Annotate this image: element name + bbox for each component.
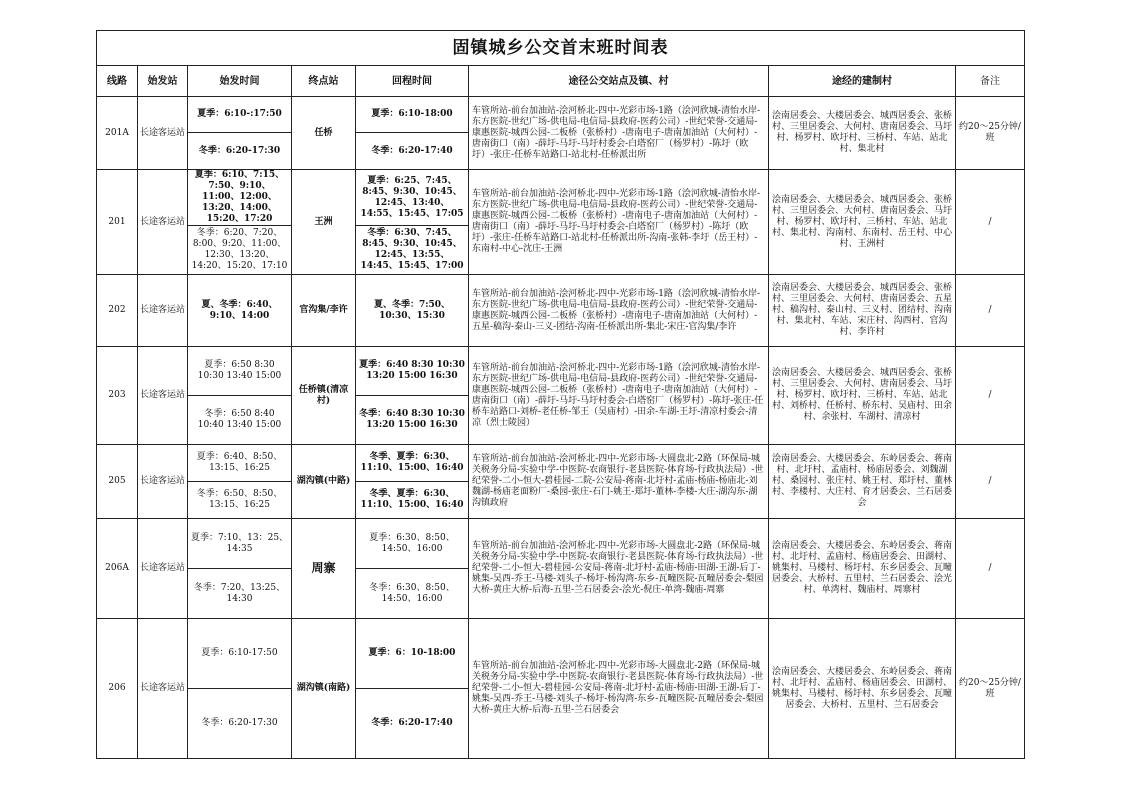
header-terminus: 终点站 — [292, 66, 356, 97]
header-villages: 途经的建制村 — [769, 66, 956, 97]
route-note: 约20～25分钟/班 — [956, 97, 1025, 170]
header-stops: 途径公交站点及镇、村 — [469, 66, 769, 97]
return-winter: 冬季：6:20-17:40 — [356, 689, 469, 759]
route-note: / — [956, 347, 1025, 445]
route-stops: 车管所站-前台加油站-浍河桥北-四中-光彩市场-大圆盘北-2路（环保局-城关税务分局-实验中学-中医院-农商银行-老县医院-体育场-行政执法局）-世纪荣誉-二小-恒大-碧桂园-公安局-蒋南-北圩村-孟庙-杨庙-田湖-王湖-后丁-姚集-吴西-乔王-马楼-刘头子-杨圩-杨沟湾-东乡-瓦疃医院-瓦疃居委会-梨园大桥-黄庄大桥-后海-五里-兰石居委会 — [469, 619, 769, 759]
terminus: 任桥镇(清凉村) — [292, 347, 356, 445]
table-row — [97, 275, 1025, 347]
table-row — [97, 347, 1025, 396]
header-return: 回程时间 — [356, 66, 469, 97]
table-row — [97, 619, 1025, 689]
depart-summer: 夏季：6:40、8:50、13:15、16:25 — [188, 445, 292, 482]
depart-winter: 冬季：6:50 8:40 10:40 13:40 15:00 — [188, 396, 292, 445]
route-stops: 车管所站-前台加油站-浍河桥北-四中-光彩市场-大圆盘北-2路（环保局-城关税务分局-实验中学-中医院-农商银行-老县医院-体育场-行政执法局）-世纪荣誉-二小-恒大-碧桂园-公安局-蒋南-北圩村-孟庙-杨庙-田湖-王湖-后丁-姚集-吴西-乔王-马楼-刘头子-杨圩-杨沟湾-东乡-瓦疃医院-瓦疃居委会-梨园大桥-黄庄大桥-后海-五里-兰石居委会-浍光-倪庄-单湾-魏庙-周寨 — [469, 519, 769, 619]
depart-summer: 夏季：6:10-:17:50 — [188, 97, 292, 133]
route-stops: 车管所站-前台加油站-浍河桥北-四中-光彩市场-1路（浍河欣城-清怡水岸-东方医院-世纪广场-供电局-电信局-县政府-医药公司）-世纪荣誉-交通局-康惠医院-城西公园-二板桥（张桥村）-唐南电子-唐南加油站（大何村）-唐南街口（南）-薛圩-马圩-马圩村委会-白塔窑厂（杨罗村）-陈圩（欧圩）-张庄-任桥车站路口-站北村-任桥派出所-沟南-张韩-李圩（岳王村）-东南村-中心-沈庄-王洲 — [469, 170, 769, 275]
header-note: 备注 — [956, 66, 1025, 97]
line-number: 202 — [97, 275, 138, 347]
header-depart: 始发时间 — [188, 66, 292, 97]
depart-winter: 冬季：6:50、8:50、13:15、16:25 — [188, 482, 292, 519]
route-note: 约20～25分钟/班 — [956, 619, 1025, 759]
terminus: 王洲 — [292, 170, 356, 275]
depart-summer: 夏季：6:50 8:30 10:30 13:40 15:00 — [188, 347, 292, 396]
terminus: 湖沟镇(南路) — [292, 619, 356, 759]
header-row — [97, 66, 1025, 97]
return-summer: 夏季：6:30、8:50、14:50、16:00 — [356, 519, 469, 569]
return-summer: 夏季：6:25、7:45、8:45、9:30、10:45、12:45、13:40、14:55、15:45、17:05 — [356, 170, 469, 226]
depart-summer: 夏季：6:10、7:15、7:50、9:10、11:00、12:00、13:20、14:00、15:20、17:20 — [188, 170, 292, 226]
route-villages: 浍南居委会、大楼居委会、城西居委会、张桥村、三里居委会、大何村、唐南居委会、马圩村、杨罗村、欧圩村、三桥村、车站、站北村、集北村、沟南村、东南村、岳王村、中心村、王洲村 — [769, 170, 956, 275]
table-row — [97, 97, 1025, 133]
depart-winter: 冬季：6:20-17:30 — [188, 689, 292, 759]
start-station: 长途客运站 — [138, 275, 188, 347]
terminus: 官沟集/李许 — [292, 275, 356, 347]
route-stops: 车管所站-前台加油站-浍河桥北-四中-光彩市场-1路（浍河欣城-清怡水岸-东方医院-世纪广场-供电局-电信局-县政府-医药公司）-世纪荣誉-交通局-康惠医院-城西公园-二板桥（张桥村）-唐南电子-唐南加油站（大何村）-唐南街口（南）-薛圩-马圩-马圩村委会-白塔窑厂（杨罗村）-陈圩（欧圩）-张庄-任桥车站路口-站北村-任桥派出所 — [469, 97, 769, 170]
line-number: 205 — [97, 445, 138, 519]
timetable — [96, 30, 1025, 759]
return-winter: 冬季：6:20-17:40 — [356, 133, 469, 170]
depart-winter: 冬季：7:20、13:25、14:30 — [188, 569, 292, 619]
start-station: 长途客运站 — [138, 170, 188, 275]
route-stops: 车管所站-前台加油站-浍河桥北-四中-光彩市场-1路（浍河欣城-清怡水岸-东方医院-世纪广场-供电局-电信局-县政府-医药公司）-世纪荣誉-交通局-康惠医院-城西公园-二板桥（张桥村）-唐南电子-唐南加油站（大何村）-五星-稿沟-泰山-三义-团结-沟南-任桥派出所-集北-宋庄-官沟集/李许 — [469, 275, 769, 347]
return-winter: 冬季：6:40 8:30 10:30 13:20 15:00 16:30 — [356, 396, 469, 445]
route-villages: 浍南居委会、大楼居委会、东岭居委会、蒋南村、北圩村、孟庙村、杨庙居委会、田湖村、姚集村、马楼村、杨圩村、东乡居委会、瓦疃居委会、大桥村、五里村、兰石居委会 — [769, 619, 956, 759]
start-station: 长途客运站 — [138, 347, 188, 445]
depart-all: 夏、冬季：6:40、9:10、14:00 — [188, 275, 292, 347]
return-winter: 冬季：6:30、8:50、14:50、16:00 — [356, 569, 469, 619]
line-number: 201A — [97, 97, 138, 170]
table-row — [97, 445, 1025, 482]
depart-winter: 冬季：6:20-17:30 — [188, 133, 292, 170]
route-villages: 浍南居委会、大楼居委会、东岭居委会、蒋南村、北圩村、孟庙村、杨庙居委会、刘魏湖村、桑园村、张庄村、姚王村、郑圩村、董林村、李楼村、大庄村、育才居委会、兰石居委会 — [769, 445, 956, 519]
table-row — [97, 170, 1025, 226]
return-all: 夏、冬季：7:50、10:30、15:30 — [356, 275, 469, 347]
route-villages: 浍南居委会、大楼居委会、城西居委会、张桥村、三里居委会、大何村、唐南居委会、马圩村、杨罗村、欧圩村、三桥村、车站、站北村、集北村 — [769, 97, 956, 170]
terminus: 周寨 — [292, 519, 356, 619]
start-station: 长途客运站 — [138, 97, 188, 170]
depart-winter: 冬季：6:20、7:20、8:00、9:20、11:00、12:30、13:20、14:20、15:20、17:10 — [188, 226, 292, 275]
route-note: / — [956, 445, 1025, 519]
terminus: 湖沟镇(中路) — [292, 445, 356, 519]
route-stops: 车管所站-前台加油站-浍河桥北-四中-光彩市场-1路（浍河欣城-清怡水岸-东方医院-世纪广场-供电局-电信局-县政府-医药公司）-世纪荣誉-交通局-康惠医院-城西公园-二板桥（张桥村）-唐南电子-唐南加油站（大何村）-唐南街口（南）-薛圩-马圩-马圩村委会-白塔窑厂（杨罗村）-陈圩-张庄-任桥车站路口-刘桥-老任桥-邹王（吴庙村）-田余-车湖-王圩-清凉村委会-清凉（烈士陵园） — [469, 347, 769, 445]
terminus: 任桥 — [292, 97, 356, 170]
depart-summer: 夏季：7:10、13：25、14:35 — [188, 519, 292, 569]
start-station: 长途客运站 — [138, 519, 188, 619]
return-winter: 冬季：6:30、7:45、8:45、9:30、10:45、12:45、13:55、14:45、15:45、17:00 — [356, 226, 469, 275]
return-winter: 冬季、夏季：6:30、11:10、15:00、16:40 — [356, 482, 469, 519]
route-villages: 浍南居委会、大楼居委会、东岭居委会、蒋南村、北圩村、孟庙村、杨庙居委会、田湖村、姚集村、马楼村、杨圩村、东乡居委会、瓦疃居委会、大桥村、五里村、兰石居委会、浍光村、单湾村、魏庙村、周寨村 — [769, 519, 956, 619]
start-station: 长途客运站 — [138, 445, 188, 519]
line-number: 206A — [97, 519, 138, 619]
page-title: 固镇城乡公交首末班时间表 — [97, 31, 1025, 66]
depart-summer: 夏季：6:10-17:50 — [188, 619, 292, 689]
timetable-sheet — [96, 30, 1024, 759]
return-summer: 夏季：6:40 8:30 10:30 13:20 15:00 16:30 — [356, 347, 469, 396]
route-villages: 浍南居委会、大楼居委会、城西居委会、张桥村、三里居委会、大何村、唐南居委会、五星村、稿沟村、泰山村、三义村、团结村、沟南村、集北村、车站、宋庄村、沟西村、官沟村、李许村 — [769, 275, 956, 347]
start-station: 长途客运站 — [138, 619, 188, 759]
route-note: / — [956, 170, 1025, 275]
route-note: / — [956, 519, 1025, 619]
route-stops: 车管所站-前台加油站-浍河桥北-四中-光彩市场-大圆盘北-2路（环保局-城关税务分局-实验中学-中医院-农商银行-老县医院-体育场-行政执法局）-世纪荣誉-二小-恒大-碧桂园-二院-公安局-蒋南-北圩村-孟庙-杨庙-杨庙北-刘魏湖-杨庙老面粉厂-桑园-张庄-石门-姚王-郑圩-董林-李楼-大庄-湖沟东-湖沟镇政府 — [469, 445, 769, 519]
line-number: 201 — [97, 170, 138, 275]
return-summer: 夏季：6：10-18:00 — [356, 619, 469, 689]
line-number: 203 — [97, 347, 138, 445]
line-number: 206 — [97, 619, 138, 759]
route-villages: 浍南居委会、大楼居委会、城西居委会、张桥村、三里居委会、大何村、唐南居委会、马圩村、杨罗村、欧圩村、三桥村、车站、站北村、刘桥村、任桥村、桥东村、吴庙村、田余村、余张村、车湖村、清凉村 — [769, 347, 956, 445]
return-summer: 夏季：6:10-18:00 — [356, 97, 469, 133]
header-start: 始发站 — [138, 66, 188, 97]
route-note: / — [956, 275, 1025, 347]
return-summer: 冬季、夏季：6:30、11:10、15:00、16:40 — [356, 445, 469, 482]
table-row — [97, 519, 1025, 569]
header-line: 线路 — [97, 66, 138, 97]
